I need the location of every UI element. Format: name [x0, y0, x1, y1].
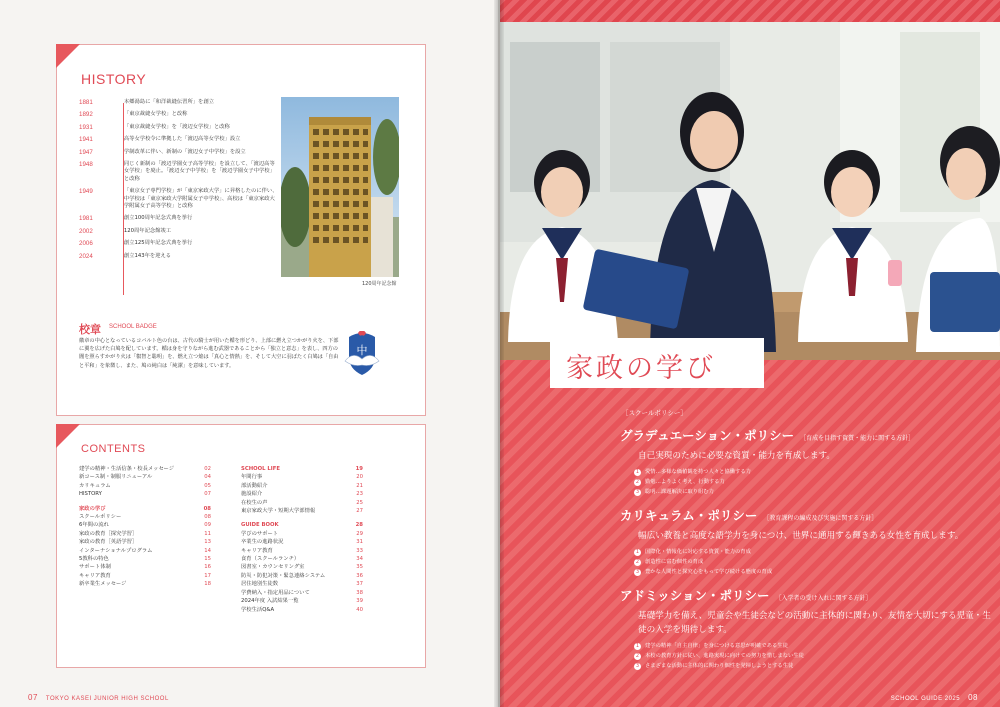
toc-page: 08 [204, 514, 211, 521]
toc-entry [79, 580, 211, 588]
toc-label: 防災・防犯対策・緊急連絡システム [241, 572, 326, 579]
timeline-text: 高等女学校令に準拠した「渡辺高等女学校」設立 [123, 136, 241, 143]
timeline-item [79, 253, 279, 260]
timeline-text: 「東京女子専門学校」が「東京家政大学」に昇格したのに伴い、中学校は「東京家政大学附属女子中学校」、高校は「東京家政大学附属女子高等学校」と改称 [123, 188, 278, 210]
policy-subtitle: ［育成を目指す資質・能力に関する方針］ [800, 435, 915, 442]
toc-page: 34 [356, 556, 363, 563]
toc-page: 04 [204, 474, 211, 481]
classroom-photo [500, 22, 1000, 360]
timeline-text: 本郷湯島に「和洋裁縫伝習所」を創立 [123, 99, 214, 105]
toc-entry [79, 465, 211, 473]
toc-page: 11 [204, 530, 211, 537]
toc-label: HISTORY [79, 491, 102, 498]
page-number-left: 07 [28, 693, 38, 702]
policy-item [634, 661, 992, 671]
policy-item-text: 本校の教育方針に従い、進路実現に向けての努力を惜しまない生徒 [645, 653, 804, 659]
policy-lead: 幅広い教養と高度な語学力を身につけ、世界に通用する輝きある女性を育成します。 [638, 531, 964, 541]
toc-entry [241, 473, 363, 481]
toc-entry [79, 538, 211, 546]
toc-page: 08 [203, 505, 211, 512]
folio-left [28, 693, 169, 702]
policy-item-text: 聡明…課題解決に取り組む力 [645, 489, 714, 495]
toc-page: 20 [356, 474, 363, 481]
timeline-item [79, 136, 279, 143]
policy-item-text: さまざまな活動に主体的に関わり個性を発揮しようとする生徒 [645, 663, 794, 669]
policy-item [634, 651, 992, 661]
number-badge-icon: 2 [635, 478, 640, 485]
number-badge-icon: 1 [635, 468, 640, 475]
policy-item-text: 勤勉…よりよく考え、行動する力 [645, 479, 725, 485]
toc-label: 6年間の流れ [79, 522, 109, 529]
toc-label: 家政の教育［探究学習］ [79, 530, 138, 537]
timeline-text: 学制改革に伴い、新制の「渡辺女子中学校」を設立 [123, 148, 246, 155]
toc-page: 02 [204, 466, 211, 472]
toc-page: 28 [355, 522, 363, 529]
toc-page: 13 [204, 539, 211, 546]
timeline-text: 同じく新制の「渡辺学園女子高等学校」を設立して、「渡辺高等女学校」を廃止。「渡辺女子中学校」を「渡辺学園女子中学校」と改称 [123, 161, 275, 182]
badge-subtitle: SCHOOL BADGE [109, 324, 157, 330]
toc-label: サポート体制 [79, 564, 111, 571]
timeline-year: 1881 [79, 99, 93, 106]
toc-section-heading [241, 521, 363, 529]
timeline-item [79, 111, 279, 118]
timeline-item [79, 240, 279, 247]
policy-item-text: 建学の精神「自主自律」を身につける意思が明確である生徒 [645, 643, 788, 649]
curriculum-policy [620, 506, 992, 577]
left-page [0, 0, 498, 707]
toc-page: 23 [356, 491, 363, 498]
toc-page: 29 [356, 530, 363, 537]
number-badge-icon: 1 [635, 642, 640, 649]
toc-label: キャリア教育 [79, 572, 111, 579]
number-badge-icon: 2 [635, 558, 640, 565]
toc-entry [79, 513, 211, 521]
school-policy-label: ［スクールポリシー］ [622, 409, 687, 417]
guide-name: SCHOOL GUIDE 2025 [890, 696, 961, 702]
toc-page: 14 [204, 547, 211, 554]
section-title-box [550, 338, 764, 388]
timeline-year: 2024 [79, 252, 93, 260]
policy-subtitle: ［教育課程の編成及び実施に関する方針］ [763, 515, 878, 522]
timeline-year: 1949 [79, 188, 93, 196]
toc-label: 年間行事 [241, 474, 263, 481]
toc-label: 家政の学び [79, 505, 106, 512]
toc-label: 卒業生の進路状況 [241, 539, 284, 546]
toc-page: 16 [204, 564, 211, 571]
toc-entry [79, 521, 211, 529]
history-title: HISTORY [81, 71, 147, 87]
toc-page: 40 [356, 606, 363, 613]
toc-label: GUIDE BOOK [241, 522, 279, 529]
timeline-text: 創立125周年記念式典を挙行 [123, 240, 193, 247]
toc-page: 25 [356, 499, 363, 506]
timeline-item [79, 149, 279, 156]
toc-label: 図書室・カウンセリング室 [241, 564, 305, 571]
timeline-text: 創立100周年記念式典を挙行 [123, 215, 193, 222]
toc-page: 27 [356, 508, 363, 515]
policy-item-text: 豊かな人間性と探究心をもって学び続ける態度の育成 [645, 569, 773, 575]
top-stripe [500, 0, 1000, 22]
toc-entry [241, 490, 363, 498]
toc-page: 37 [356, 581, 363, 588]
timeline-year: 1892 [79, 111, 93, 119]
timeline-item [79, 215, 279, 222]
toc-page: 15 [204, 556, 211, 563]
toc-label: 部活動紹介 [241, 482, 268, 489]
toc-entry [241, 563, 363, 571]
toc-label: キャリア教育 [241, 547, 273, 554]
policy-subtitle: ［入学者の受け入れに関する方針］ [775, 595, 872, 602]
timeline-text: 120周年記念館竣工 [123, 227, 172, 234]
toc-entry [241, 530, 363, 538]
toc-page: 38 [356, 589, 363, 596]
toc-page: 21 [356, 482, 363, 489]
timeline-year: 2002 [79, 227, 93, 235]
toc-page: 17 [204, 572, 211, 579]
timeline-text: 創立143年を迎える [123, 252, 172, 259]
timeline-year: 1948 [79, 161, 93, 169]
policy-item-text: 国際化・情報化に対応する資質・能力の育成 [645, 549, 751, 555]
toc-label: 食育（スクールランチ） [241, 556, 300, 563]
policy-item [634, 477, 992, 487]
timeline-year: 1947 [79, 148, 93, 156]
school-badge-icon [341, 331, 383, 377]
toc-entry [79, 490, 211, 498]
toc-label: 新卒業生メッセージ [79, 581, 127, 588]
policy-item [634, 487, 992, 497]
toc-page: 31 [356, 539, 363, 546]
toc-entry [241, 572, 363, 580]
toc-entry [241, 580, 363, 588]
timeline-year: 1941 [79, 136, 93, 144]
toc-entry [241, 555, 363, 563]
timeline-text: 「東京裁縫女学校」と改称 [123, 111, 188, 118]
toc-label: 学費納入・指定用品について [241, 589, 310, 596]
toc-section-heading [241, 465, 363, 473]
toc-label: 新コース制・制服リニューアル [79, 474, 153, 481]
book-gutter [494, 0, 504, 707]
toc-label: 東京家政大学・短期大学部情報 [241, 508, 316, 515]
toc-label: 家政の教育［英語学習］ [79, 539, 138, 546]
policy-title: グラデュエーション・ポリシー [620, 428, 795, 443]
toc-label: 5教科の特色 [79, 556, 109, 563]
timeline-item [79, 161, 279, 183]
toc-label: 施設紹介 [241, 491, 263, 498]
toc-entry [79, 482, 211, 490]
toc-entry [241, 538, 363, 546]
history-panel [56, 44, 426, 416]
corner-accent [56, 44, 80, 68]
toc-label: 建学の精神・生活信条・校長メッセージ [79, 466, 175, 472]
number-badge-icon: 3 [635, 488, 640, 495]
timeline-item [79, 124, 279, 131]
timeline-year: 1981 [79, 215, 93, 223]
corner-accent [56, 424, 80, 448]
toc-label: 在校生の声 [241, 499, 268, 506]
toc-entry [241, 597, 363, 605]
toc-page: 35 [356, 564, 363, 571]
timeline-text: 「東京裁縫女学校」を「渡辺女学校」と改称 [123, 123, 230, 130]
timeline-item [79, 99, 279, 106]
toc-page: 07 [204, 491, 211, 498]
contents-title: CONTENTS [81, 443, 146, 455]
toc-entry [241, 547, 363, 555]
school-name: TOKYO KASEI JUNIOR HIGH SCHOOL [45, 696, 169, 702]
policy-lead: 基礎学力を備え、児童会や生徒会などの活動に主体的に関わり、友情を大切にする児童・生徒の入学を期待します。 [638, 611, 991, 635]
policy-item [634, 467, 992, 477]
photo-caption: 120周年記念館 [362, 281, 397, 287]
toc-entry [241, 482, 363, 490]
graduation-policy [620, 426, 992, 497]
toc-entry [79, 555, 211, 563]
toc-label: スクールポリシー [79, 514, 122, 521]
policy-item-text: 愛情…多様な価値観を持つ人々と協働する力 [645, 469, 751, 475]
number-badge-icon: 1 [635, 548, 640, 555]
toc-page: 18 [204, 581, 211, 588]
number-badge-icon: 3 [635, 662, 640, 669]
toc-page: 19 [355, 466, 363, 472]
toc-entry [241, 589, 363, 597]
number-badge-icon: 2 [635, 652, 640, 659]
section-title: 家政の学び [566, 353, 716, 384]
admission-policy [620, 586, 992, 671]
toc-entry [79, 563, 211, 571]
badge-emblem-char: 中 [356, 344, 368, 357]
history-timeline [79, 99, 279, 265]
badge-description: 徽章の中心となっているコバルト色の台は、古代の騎士が用いた楯を形どり、上部に燃え立つかがり火を、下部に翼を広げた白鳩を配しています。楯は身を守りながら進む武器であることから「独立と意志」を表し、四方の闇を照らすかがり火は「叡智と聡明」を、燃え立つ焔は「真心と情熱」を、そして大空に羽ばたく白鳩は「自由と平和」を象徴し、また、鳩の純白は「純潔」を意味しています。 [79, 338, 339, 369]
badge-title: 校章 [79, 323, 101, 336]
policy-item-text: 創造性に富む個性の育成 [645, 559, 704, 565]
page-number-right: 08 [968, 693, 978, 702]
policy-lead: 自己実現のために必要な資質・能力を育成します。 [638, 451, 835, 461]
toc-entry [79, 547, 211, 555]
toc-entry [79, 530, 211, 538]
toc-label: 学校生活Q&A [241, 606, 275, 613]
toc-label: 居住地別生徒数 [241, 581, 279, 588]
toc-page: 39 [356, 598, 363, 605]
timeline-item [79, 188, 279, 210]
toc-label: カリキュラム [79, 482, 111, 489]
timeline-year: 2006 [79, 240, 93, 248]
toc-entry [79, 572, 211, 580]
toc-page: 36 [356, 572, 363, 579]
toc-label: インターナショナルプログラム [79, 547, 153, 554]
toc-entry [241, 507, 363, 515]
policy-item [634, 641, 992, 651]
toc-label: 学びのサポート [241, 530, 279, 537]
contents-panel [56, 424, 426, 668]
policy-item [634, 547, 992, 557]
toc-page: 33 [356, 547, 363, 554]
number-badge-icon: 3 [635, 568, 640, 575]
policy-title: カリキュラム・ポリシー [620, 508, 758, 523]
toc-column-2 [241, 465, 363, 614]
policy-title: アドミッション・ポリシー [620, 588, 770, 603]
folio-right [891, 693, 978, 702]
right-page [500, 0, 1000, 707]
timeline-item [79, 228, 279, 235]
toc-label: SCHOOL LIFE [241, 466, 280, 472]
toc-page: 09 [204, 522, 211, 529]
toc-entry [79, 473, 211, 481]
toc-label: 2024年度 入試結果一覧 [241, 598, 299, 605]
toc-entry [241, 606, 363, 614]
toc-section-heading [79, 505, 211, 513]
memorial-hall-photo [281, 97, 399, 277]
toc-page: 05 [204, 482, 211, 489]
timeline-year: 1931 [79, 123, 93, 131]
policy-item [634, 557, 992, 567]
policy-item [634, 567, 992, 577]
toc-entry [241, 499, 363, 507]
toc-column-1 [79, 465, 211, 589]
